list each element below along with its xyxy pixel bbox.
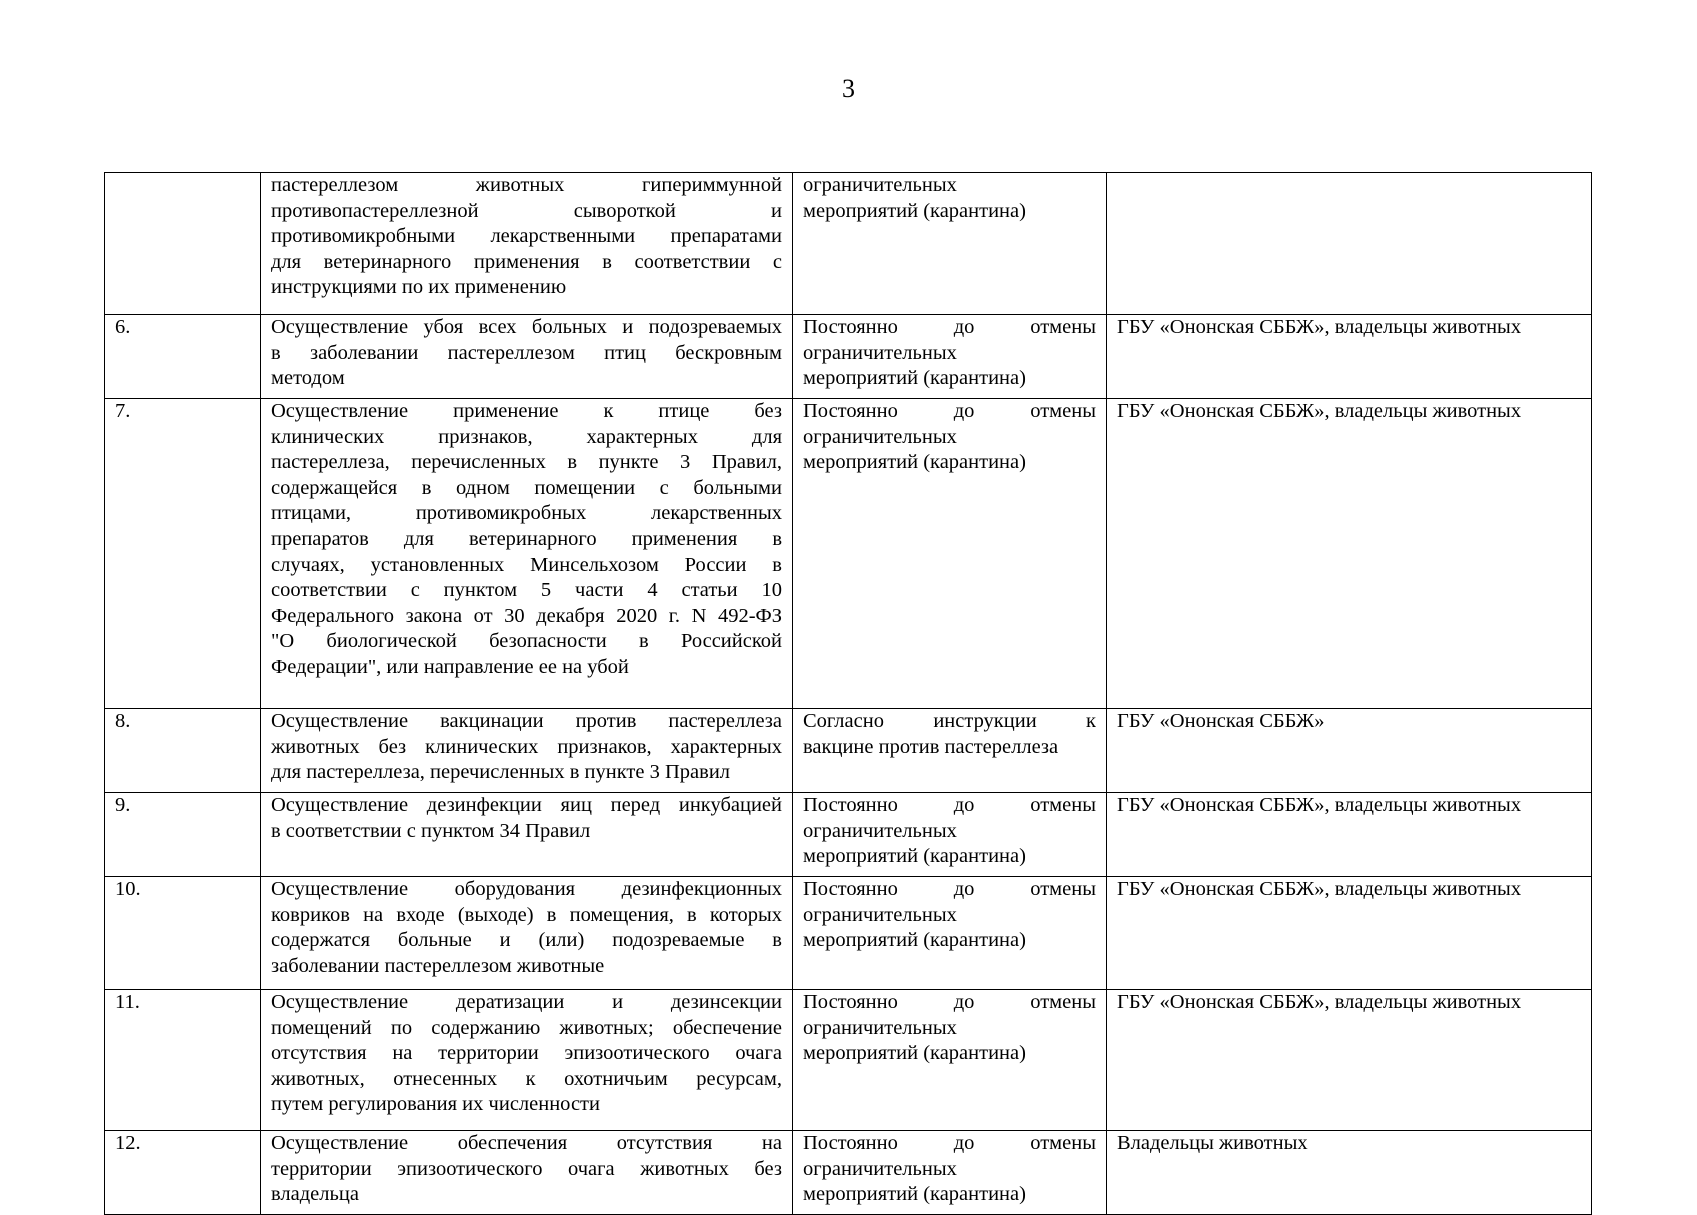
term-text-line: мероприятий (карантина) — [803, 1042, 1026, 1065]
term-text-line: Согласно инструкции к — [803, 710, 1096, 732]
measure-text-line: клинических признаков, характерных для — [271, 425, 782, 448]
term-text-line: ограничительных — [803, 819, 957, 842]
term-text-line: мероприятий (карантина) — [803, 929, 1026, 952]
responsible-cell — [1107, 173, 1592, 315]
measure-text-line: Осуществление применение к птице без — [271, 400, 782, 422]
measure-cell — [261, 399, 793, 709]
responsible-cell — [1107, 709, 1592, 793]
term-cell — [793, 990, 1107, 1131]
page-number: 3 — [842, 74, 855, 103]
responsible-cell — [1107, 399, 1592, 709]
table-row — [105, 315, 1592, 399]
row-number: 8. — [115, 710, 131, 732]
term-cell — [793, 709, 1107, 793]
term-text-line: ограничительных — [803, 425, 957, 448]
measure-cell — [261, 315, 793, 399]
table-row — [105, 173, 1592, 315]
measure-cell — [261, 173, 793, 315]
measure-text-line: инструкциями по их применению — [271, 276, 567, 299]
measure-cell — [261, 1131, 793, 1215]
term-text-line: Постоянно до отмены — [803, 400, 1096, 422]
measure-text-line: соответствии с пунктом 5 части 4 статьи 10 — [271, 579, 782, 602]
row-number-cell — [105, 793, 261, 877]
responsible-text: Владельцы животных — [1117, 1132, 1308, 1154]
row-number-cell — [105, 173, 261, 315]
row-number-cell — [105, 709, 261, 793]
term-text-line: мероприятий (карантина) — [803, 451, 1026, 474]
measure-text-line: в соответствии с пунктом 34 Правил — [271, 819, 591, 842]
measure-text-line: Осуществление дератизации и дезинсекции — [271, 991, 782, 1013]
term-text-line: ограничительных — [803, 341, 957, 364]
measure-text-line: птицами, противомикробных лекарственных — [271, 502, 782, 525]
row-number-cell — [105, 877, 261, 990]
measure-text-line: владельца — [271, 1183, 359, 1206]
term-cell — [793, 315, 1107, 399]
row-number: 6. — [115, 316, 131, 338]
measure-text-line: "О биологической безопасности в Российской — [271, 630, 782, 653]
term-text-line: Постоянно до отмены — [803, 991, 1096, 1013]
term-cell — [793, 793, 1107, 877]
term-text-line: мероприятий (карантина) — [803, 199, 1026, 222]
term-text-line: вакцине против пастереллеза — [803, 735, 1059, 758]
measure-text-line: Осуществление убоя всех больных и подозреваемых — [271, 316, 782, 338]
measure-text-line: пастереллезом животных гипериммунной — [271, 174, 782, 196]
measure-text-line: противопастереллезной сывороткой и — [271, 199, 782, 222]
row-number: 7. — [115, 400, 131, 422]
term-cell — [793, 173, 1107, 315]
measure-cell — [261, 990, 793, 1131]
measure-text-line: Федерации", или направление ее на убой — [271, 655, 629, 678]
term-text-line: ограничительных — [803, 903, 957, 926]
table-row — [105, 1131, 1592, 1215]
measure-text-line: противомикробными лекарственными препаратами — [271, 225, 782, 248]
measure-text-line: случаях, установленных Минсельхозом России в — [271, 553, 782, 576]
measure-text-line: отсутствия на территории эпизоотического очага — [271, 1042, 782, 1065]
row-number: 11. — [115, 991, 140, 1013]
term-text-line: ограничительных — [803, 1016, 957, 1039]
measure-cell — [261, 877, 793, 990]
row-number-cell — [105, 1131, 261, 1215]
term-cell — [793, 1131, 1107, 1215]
measure-text-line: ковриков на входе (выходе) в помещения, в которых — [271, 903, 782, 926]
measure-text-line: пастереллеза, перечисленных в пункте 3 Правил, — [271, 451, 782, 474]
term-text-line: Постоянно до отмены — [803, 878, 1096, 900]
table-row — [105, 399, 1592, 709]
measure-text-line: Осуществление вакцинации против пастереллеза — [271, 710, 782, 732]
responsible-cell — [1107, 315, 1592, 399]
measure-text-line: путем регулирования их численности — [271, 1093, 600, 1116]
measure-text-line: заболевании пастереллезом животные — [271, 954, 605, 977]
measure-text-line: Федерального закона от 30 декабря 2020 г. N 492-ФЗ — [271, 604, 782, 627]
measure-text-line: препаратов для ветеринарного применения в — [271, 527, 782, 550]
term-cell — [793, 877, 1107, 990]
row-number: 10. — [115, 878, 141, 900]
measure-text-line: помещений по содержанию животных; обеспечение — [271, 1016, 782, 1039]
measure-cell — [261, 793, 793, 877]
measure-text-line: содержатся больные и (или) подозреваемые в — [271, 929, 782, 952]
term-text-line: мероприятий (карантина) — [803, 367, 1026, 390]
term-text-line: мероприятий (карантина) — [803, 845, 1026, 868]
responsible-cell — [1107, 877, 1592, 990]
responsible-text: ГБУ «Ононская СББЖ», владельцы животных — [1117, 794, 1522, 816]
term-text-line: Постоянно до отмены — [803, 1132, 1096, 1154]
table-row — [105, 793, 1592, 877]
measure-text-line: Осуществление оборудования дезинфекционных — [271, 878, 782, 900]
responsible-text: ГБУ «Ононская СББЖ», владельцы животных — [1117, 991, 1522, 1013]
table-row — [105, 709, 1592, 793]
measure-text-line: животных без клинических признаков, характерных — [271, 735, 782, 758]
table-row — [105, 990, 1592, 1131]
measure-cell — [261, 709, 793, 793]
row-number: 9. — [115, 794, 131, 816]
measure-text-line: животных, отнесенных к охотничьим ресурсам, — [271, 1067, 782, 1090]
responsible-text: ГБУ «Ононская СББЖ», владельцы животных — [1117, 400, 1522, 422]
term-text-line: ограничительных — [803, 174, 957, 196]
term-text-line: Постоянно до отмены — [803, 794, 1096, 816]
row-number-cell — [105, 315, 261, 399]
row-number-cell — [105, 399, 261, 709]
measures-table — [104, 172, 1592, 1215]
term-cell — [793, 399, 1107, 709]
responsible-cell — [1107, 990, 1592, 1131]
term-text-line: мероприятий (карантина) — [803, 1183, 1026, 1206]
measure-text-line: территории эпизоотического очага животных без — [271, 1157, 782, 1180]
measures-table-body — [105, 173, 1592, 1215]
measure-text-line: Осуществление обеспечения отсутствия на — [271, 1132, 782, 1154]
table-row — [105, 877, 1592, 990]
measure-text-line: содержащейся в одном помещении с больными — [271, 476, 782, 499]
term-text-line: Постоянно до отмены — [803, 316, 1096, 338]
row-number: 12. — [115, 1132, 141, 1154]
measure-text-line: методом — [271, 367, 345, 390]
measure-text-line: для пастереллеза, перечисленных в пункте 3 Правил — [271, 761, 731, 784]
responsible-text: ГБУ «Ононская СББЖ» — [1117, 710, 1325, 732]
measure-text-line: для ветеринарного применения в соответствии с — [271, 250, 782, 273]
responsible-text: ГБУ «Ононская СББЖ», владельцы животных — [1117, 316, 1522, 338]
term-text-line: ограничительных — [803, 1157, 957, 1180]
responsible-text: ГБУ «Ононская СББЖ», владельцы животных — [1117, 878, 1522, 900]
responsible-cell — [1107, 793, 1592, 877]
responsible-cell — [1107, 1131, 1592, 1215]
row-number-cell — [105, 990, 261, 1131]
measure-text-line: в заболевании пастереллезом птиц бескровным — [271, 341, 782, 364]
measure-text-line: Осуществление дезинфекции яиц перед инкубацией — [271, 794, 782, 816]
